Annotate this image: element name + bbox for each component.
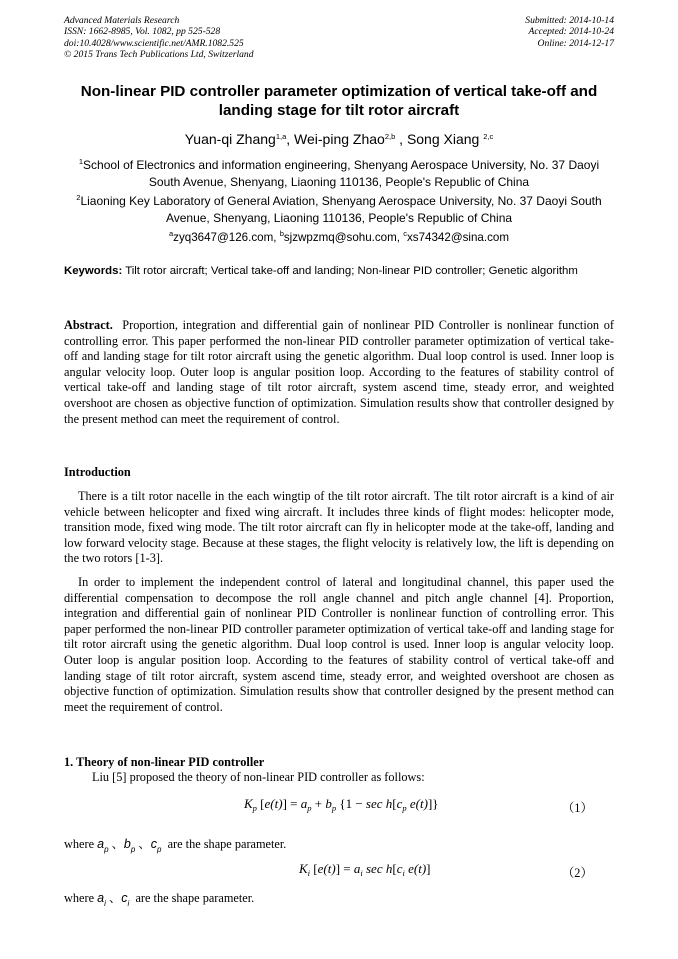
copyright-line: © 2015 Trans Tech Publications Ltd, Switzerland [64, 49, 254, 61]
journal-name: Advanced Materials Research [64, 15, 180, 26]
submitted-date: Submitted: 2014-10-14 [525, 15, 614, 26]
doi-line: doi:10.4028/www.scientific.net/AMR.1082.525 [64, 37, 244, 49]
affiliation-2 [64, 193, 614, 226]
keywords [64, 264, 614, 280]
email-link[interactable]: zyq3647@126.com [173, 231, 274, 244]
author-sup: 2,c [483, 132, 494, 141]
affiliation-sup: 1 [78, 157, 84, 166]
email-list: $^a$zyq3647@126.com, $^b$sjzwpzmq@sohu.com, $^c$xs74342@sina.com [168, 229, 509, 244]
email-link[interactable]: sjzwpzmq@sohu.com [283, 231, 397, 244]
paper-title: Non-linear PID controller parameter optimization of vertical take-off and landing stage for tilt rotor aircraft [80, 83, 598, 119]
affiliation-text: Liaoning Key Laboratory of General Aviation, Shenyang Aerospace University, No. 37 Daoyi South Avenue, Shenyang, Liaoning 110136, People's Republic of China [80, 194, 602, 225]
section-1-heading: 1. Theory of non-linear PID controller [64, 755, 265, 769]
introduction-paragraph: There is a tilt rotor nacelle in the each wingtip of the tilt rotor aircraft. The tilt rotor aircraft is a kind of air vehicle between helicopter and fixed wing aircraft. It includes three kinds of flight modes: helicopter mode, transition mode, fixed wing mode. The tilt rotor aircraft can fly in helicopter mode at the take-off, landing and low forward velocity stage. Because at these stages, the flight velocity is relatively low, the lift is depending on the two rotors [1-3]. [64, 489, 614, 566]
dates-info [525, 15, 614, 49]
where-clause-2: where $a_i$ 、$c_i$ are the shape parameter. [64, 891, 255, 908]
where-suffix: are the shape parameter. [167, 837, 287, 851]
where-clause-1: where $a_p$ 、$b_p$ 、$c_p$ are the shape parameter. [64, 837, 287, 854]
affiliation-1 [64, 157, 614, 190]
email-link[interactable]: xs74342@sina.com [407, 231, 509, 244]
section-1-intro: Liu [5] proposed the theory of non-linear PID controller as follows: [92, 770, 425, 784]
journal-info [64, 15, 254, 61]
abstract-text: Proportion, integration and differential gain of nonlinear PID Controller is nonlinear function of controlling error. This paper performed the non-linear PID controller parameter optimization of vertical take-off and landing stage for tilt rotor aircraft using the genetic algorithm. Dual loop control is used. Inner loop is angular velocity loop. Outer loop is angular position loop. According to the features of stability control of vertical take-off and landing stage of tilt rotor aircraft, system ascend time, steady error, and weighted overshoot are chosen as objective function of optimization. Simulation results show that controller designed by the present method can meet the requirement of control. [64, 318, 614, 426]
abstract-label: Abstract. [64, 318, 113, 332]
author-sup: 2,b [384, 132, 396, 141]
author-name: Song Xiang [406, 131, 480, 147]
keywords-text: Tilt rotor aircraft; Vertical take-off and landing; Non-linear PID controller; Genetic algorithm [125, 265, 578, 277]
keywords-label: Keywords: [64, 265, 123, 277]
affiliation-text: School of Electronics and information engineering, Shenyang Aerospace University, No. 37 Daoyi South Avenue, Shenyang, Liaoning 110136, People's Republic of China [83, 158, 600, 189]
where-word: where [64, 837, 95, 851]
where-suffix: are the shape parameter. [135, 891, 255, 905]
equation-2: $K_i$ $[e(t)] = a_i$ $\sec h[c_i$ e(t)] [299, 861, 431, 878]
introduction-paragraph: In order to implement the independent control of lateral and longitudinal channel, this paper used the differential compensation to decompose the roll angle channel and pitch angle channel [4]. Proportion, integration and differential gain of nonlinear PID Controller is nonlinear function of controlling error. This paper performed the non-linear PID controller parameter optimization of vertical take-off and landing stage for tilt rotor aircraft using the genetic algorithm. Dual loop control is used. Inner loop is angular velocity loop. Outer loop is angular position loop. According to the features of stability control of vertical take-off and landing stage of tilt rotor aircraft, system ascend time, steady error, and weighted overshoot are chosen as objective function of optimization. Simulation results show that controller designed by the present method can meet the requirement of control. [64, 575, 614, 714]
accepted-date: Accepted: 2014-10-24 [528, 26, 614, 38]
online-date: Online: 2014-12-17 [537, 37, 614, 49]
issn-line: ISSN: 1662-8985, Vol. 1082, pp 525-528 [64, 26, 221, 38]
author-name: Wei-ping Zhao [294, 131, 385, 147]
author-sup: 1,a [275, 132, 287, 141]
author-list: Yuan-qi Zhang$^{1,a}$, Wei-ping Zhao$^{2,b}$ , Song Xiang $^{2,c}$ [184, 131, 494, 147]
equation-2-number: （2） [562, 866, 593, 880]
author-name: Yuan-qi Zhang [184, 131, 276, 147]
equation-1-number: （1） [562, 801, 593, 815]
where-word: where [64, 891, 95, 905]
abstract [64, 318, 614, 427]
email-sup: b [279, 229, 284, 238]
equation-1: $K_p$ $[e(t)] = a_p + b_p$ {$1 - \sec h[c_p$ e(t)]} [244, 796, 439, 813]
introduction-heading: Introduction [64, 465, 131, 479]
email-sup: a [168, 229, 174, 238]
email-sup: c [403, 229, 407, 238]
affiliation-sup: 2 [76, 193, 81, 202]
